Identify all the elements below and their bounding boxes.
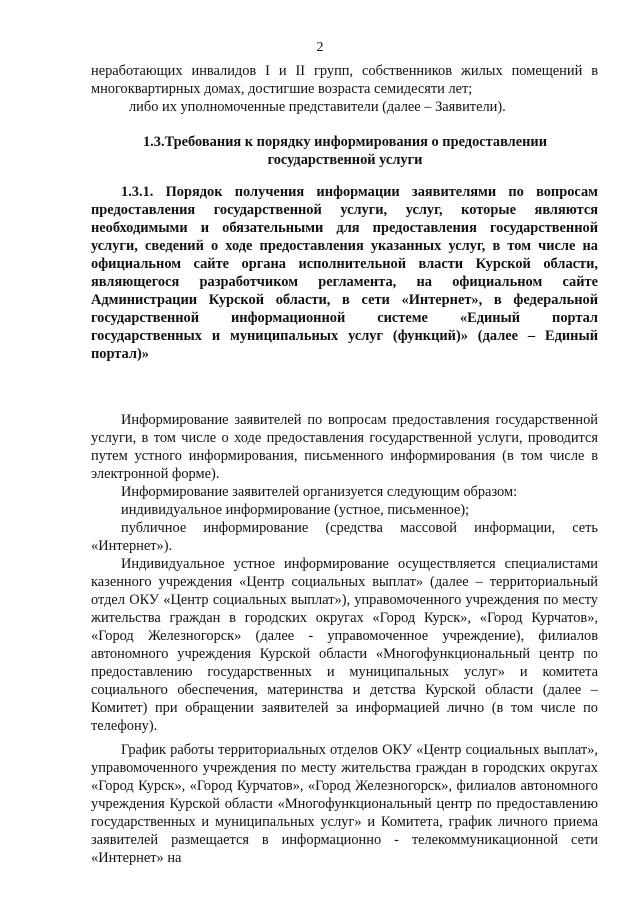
body-paragraph: Информирование заявителей организуется следующим образом: — [121, 484, 518, 500]
page-number: 2 — [316, 40, 324, 55]
body-paragraph: График работы территориальных отделов ОКУ «Центр социальных выплат», управомоченного учреждения по месту жительства граждан в городских округах «Город Курск», «Город Курчатов», «Город Железногорск», филиалов автономного учреждения Курской области «Многофункциональный центр по предоставлению государственных и муниципальных услуг» и Комитета, график личного приема заявителей размещается в информационно - телекоммуникационной сети «Интернет» на — [91, 742, 598, 866]
body-paragraph: Информирование заявителей по вопросам предоставления государственной услуги, в том числе о ходе предоставления государственной услуги, проводится путем устного информирования, письменного информирования (в том числе в электронной форме). — [91, 412, 598, 482]
section-heading: 1.3.Требования к порядку информирования о предоставлении государственной услуги — [142, 134, 548, 168]
body-paragraph: Индивидуальное устное информирование осуществляется специалистами казенного учреждения «Центр социальных выплат» (далее – территориальный отдел ОКУ «Центр социальных выплат»), управомоченного учреждения по месту жительства граждан в городских округах «Город Курск», «Город Курчатов», «Город Железногорск» (далее - управомоченное учреждение), филиалов автономного учреждения Курской области «Многофункциональный центр по предоставлению государственных и муниципальных услуг» и комитета социального обеспечения, материнства и детства Курской области (далее – Комитет) при обращении заявителей за информацией лично (в том числе по телефону). — [91, 556, 598, 734]
subsection-heading: 1.3.1. Порядок получения информации заявителями по вопросам предоставления государственной услуги, услуг, которые являются необходимыми и обязательными для предоставления государственной услуги, сведений о ходе предоставления указанных услуг, в том числе на официальном сайте органа исполнительной власти Курской области, являющегося разработчиком регламента, на официальном сайте Администрации Курской области, в сети «Интернет», в федеральной государственной информационной системе «Единый портал государственных и муниципальных услуг (функций)» (далее – Единый портал)» — [91, 184, 598, 362]
body-paragraph: публичное информирование (средства массовой информации, сеть «Интернет»). — [91, 520, 598, 554]
intro-text — [91, 62, 598, 116]
body-paragraph: индивидуальное информирование (устное, письменное); — [121, 502, 470, 518]
intro-paragraph: либо их уполномоченные представители (далее – Заявители). — [129, 99, 506, 115]
body-text — [91, 411, 598, 867]
intro-paragraph: неработающих инвалидов I и II групп, собственников жилых помещений в многоквартирных домах, достигшие возраста семидесяти лет; — [91, 63, 598, 97]
